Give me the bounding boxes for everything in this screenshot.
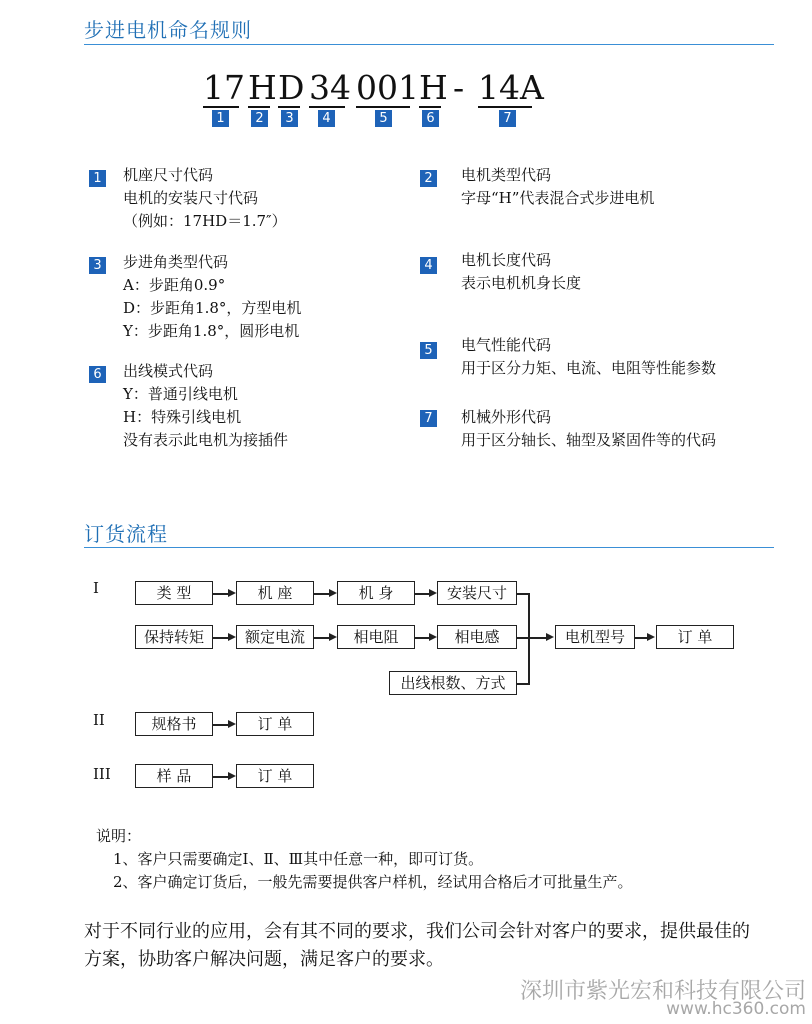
item-line: 用于区分轴长、轴型及紧固件等的代码 [461, 431, 717, 449]
code-number-4: 4 [318, 110, 335, 127]
flow-box-type: 类 型 [135, 581, 213, 605]
flow-box-rated-current: 额定电流 [236, 625, 314, 649]
item-line: 用于区分力矩、电流、电阻等性能参数 [461, 359, 717, 377]
footer-site: www.hc360.com [666, 999, 806, 1019]
code-part-lead: H [419, 68, 448, 107]
item-line: 字母“H”代表混合式步进电机 [461, 189, 655, 207]
code-number-6: 6 [422, 110, 439, 127]
item-title: 电机类型代码 [461, 166, 552, 184]
flow-roman-3: III [93, 765, 111, 783]
code-part-mechanical: 14A [478, 68, 544, 107]
code-number-1: 1 [212, 110, 229, 127]
item-lead-mode [123, 360, 288, 452]
code-part-length: 34 [309, 68, 351, 107]
arrow-right-icon [228, 772, 236, 780]
footer-company: 深圳市紫光宏和科技有限公司 [519, 979, 806, 1004]
code-part-type: H [248, 68, 277, 107]
code-number-3: 3 [281, 110, 298, 127]
item-line: A：步距角0.9° [123, 276, 226, 294]
arrow-right-icon [546, 633, 554, 641]
item-line: H：特殊引线电机 [123, 408, 242, 426]
item-line: 电机的安装尺寸代码 [123, 189, 259, 207]
code-number-2: 2 [251, 110, 268, 127]
item-line: 没有表示此电机为接插件 [123, 431, 289, 449]
flow-box-order: 订 单 [236, 764, 314, 788]
code-part-step: D [278, 68, 305, 107]
item-number: 5 [420, 342, 437, 359]
flow-box-body: 机 身 [337, 581, 415, 605]
item-title: 步进角类型代码 [123, 253, 229, 271]
flow-roman-2: II [93, 711, 105, 729]
flow-box-frame: 机 座 [236, 581, 314, 605]
notes-label: 说明： [96, 827, 142, 845]
closing-paragraph: 对于不同行业的应用，会有其不同的要求，我们公司会针对客户的要求，提供最佳的方案，协助客户解决问题，满足客户的要求。 [84, 921, 750, 970]
item-step-angle [123, 251, 301, 343]
item-number: 6 [89, 366, 106, 383]
note-line: 1、客户只需要确定Ⅰ、Ⅱ、Ⅲ其中任意一种，即可订货。 [113, 850, 484, 868]
item-number: 1 [89, 170, 106, 187]
flow-box-sample: 样 品 [135, 764, 213, 788]
item-motor-length [461, 249, 581, 295]
item-mechanical [461, 406, 716, 452]
arrow-right-icon [228, 633, 236, 641]
item-line: 表示电机机身长度 [461, 274, 582, 292]
item-line: Y：步距角1.8°，圆形电机 [123, 322, 300, 340]
item-title: 机械外形代码 [461, 408, 552, 426]
item-line: D：步距角1.8°，方型电机 [123, 299, 302, 317]
item-motor-type [461, 164, 654, 210]
code-dash: - [453, 68, 465, 107]
section-title-naming: 步进电机命名规则 [84, 18, 252, 42]
code-number-7: 7 [499, 110, 516, 127]
item-number: 7 [420, 410, 437, 427]
arrow-right-icon [647, 633, 655, 641]
flow-box-motor-model: 电机型号 [555, 625, 635, 649]
flow-box-mount: 安装尺寸 [437, 581, 517, 605]
item-number: 4 [420, 257, 437, 274]
arrow-right-icon [228, 720, 236, 728]
item-title: 机座尺寸代码 [123, 166, 214, 184]
arrow-right-icon [429, 589, 437, 597]
item-frame-size [123, 164, 287, 233]
arrow-right-icon [329, 589, 337, 597]
flow-box-order: 订 单 [656, 625, 734, 649]
item-electrical [461, 334, 716, 380]
flow-roman-1: I [93, 579, 99, 597]
item-number: 3 [89, 257, 106, 274]
arrow-right-icon [228, 589, 236, 597]
flow-box-phase-resistance: 相电阻 [337, 625, 415, 649]
flow-box-lead-count: 出线根数、方式 [389, 671, 517, 695]
section-title-ordering: 订货流程 [84, 522, 168, 546]
section-divider [84, 547, 774, 548]
flow-box-spec: 规格书 [135, 712, 213, 736]
arrow-right-icon [429, 633, 437, 641]
item-title: 出线模式代码 [123, 362, 214, 380]
item-number: 2 [420, 170, 437, 187]
item-title: 电机长度代码 [461, 251, 552, 269]
section-divider [84, 44, 774, 45]
item-line: （例如：17HD＝1.7″） [123, 212, 287, 230]
arrow-right-icon [329, 633, 337, 641]
code-number-5: 5 [375, 110, 392, 127]
flow-box-holding-torque: 保持转矩 [135, 625, 213, 649]
code-part-electrical: 001 [356, 68, 419, 107]
flow-box-order: 订 单 [236, 712, 314, 736]
item-title: 电气性能代码 [461, 336, 552, 354]
flow-box-phase-inductance: 相电感 [437, 625, 517, 649]
note-line: 2、客户确定订货后，一般先需要提供客户样机，经试用合格后才可批量生产。 [113, 873, 633, 891]
code-part-frame: 17 [203, 68, 245, 107]
item-line: Y：普通引线电机 [123, 385, 238, 403]
